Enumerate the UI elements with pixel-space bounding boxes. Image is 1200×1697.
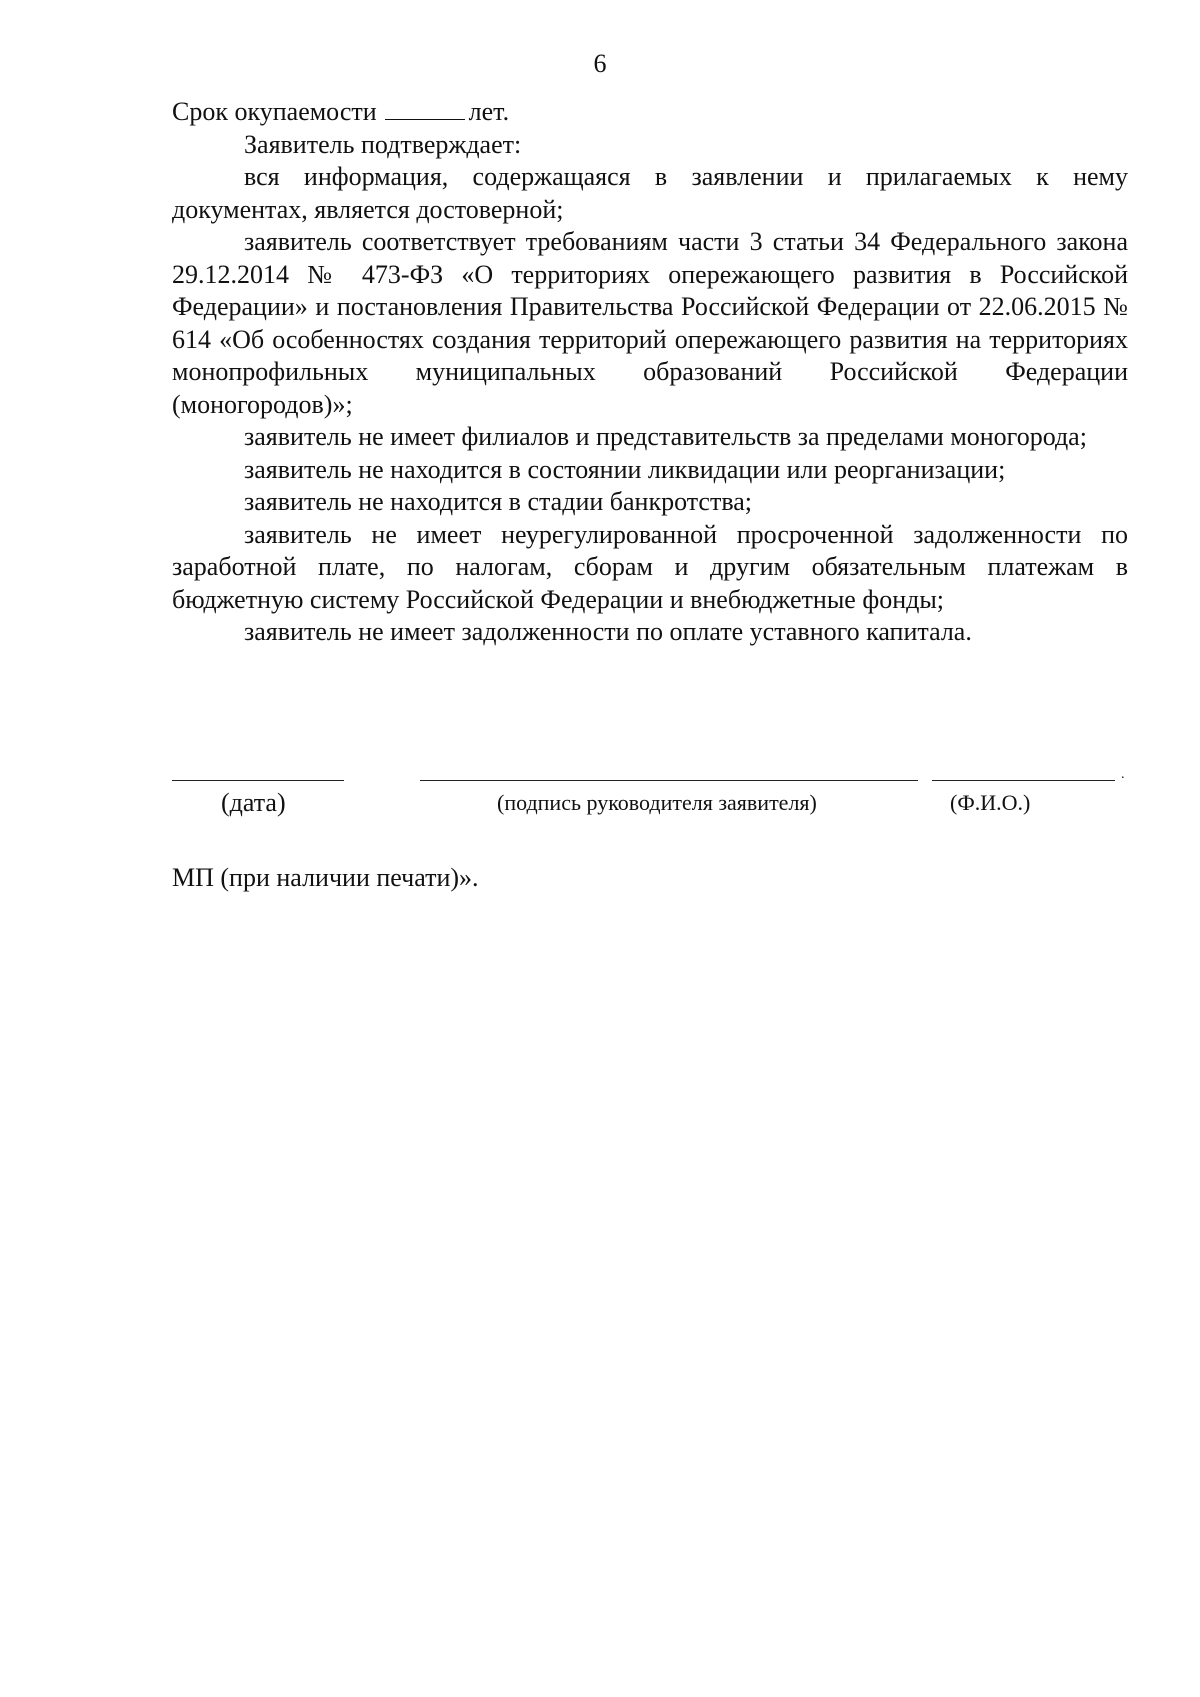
statement-law-compliance: заявитель соответствует требованиям части 3 статьи 34 Федерального закона 29.12.2014 № 473-ФЗ «О территориях опережающего развития в Российской Федерации» и постановления Правительства Российской Федерации от 22.06.2015 № 614 «Об особенностях создания территорий опережающего развития на территориях монопрофильных муниципальных образований Российской Федерации (моногородов)»; — [172, 227, 1128, 419]
confirm-heading: Заявитель подтверждает: — [244, 129, 522, 159]
statement-no-branches: заявитель не имеет филиалов и представительств за пределами моногорода; — [244, 422, 1087, 451]
date-line — [172, 780, 344, 781]
date-label: (дата) — [221, 788, 286, 817]
name-line — [932, 780, 1115, 781]
signature-end-mark: . — [1121, 767, 1125, 782]
signature-line — [420, 780, 918, 781]
statement-info-reliable: вся информация, содержащаяся в заявлении и прилагаемых к нему документах, является достоверной; — [172, 162, 1128, 224]
name-label: (Ф.И.О.) — [950, 790, 1031, 815]
statement-no-capital-debt: заявитель не имеет задолженности по оплате уставного капитала. — [244, 617, 972, 646]
statement-no-overdue-debt: заявитель не имеет неурегулированной просроченной задолженности по заработной плате, по налогам, сборам и другим обязательным платежам в бюджетную систему Российской Федерации и внебюджетные фонды; — [172, 519, 1128, 614]
statement-no-bankruptcy: заявитель не находится в стадии банкротства; — [244, 487, 753, 516]
payback-suffix: лет. — [468, 97, 510, 126]
signature-label: (подпись руководителя заявителя) — [497, 790, 817, 815]
payback-line — [172, 96, 1128, 129]
document-body — [172, 96, 1128, 649]
statement-no-liquidation: заявитель не находится в состоянии ликвидации или реорганизации; — [244, 454, 1006, 484]
payback-blank-field — [385, 99, 465, 120]
page-number: 6 — [593, 49, 607, 78]
payback-prefix: Срок окупаемости — [172, 97, 377, 126]
stamp-note: МП (при наличии печати)». — [172, 863, 479, 892]
